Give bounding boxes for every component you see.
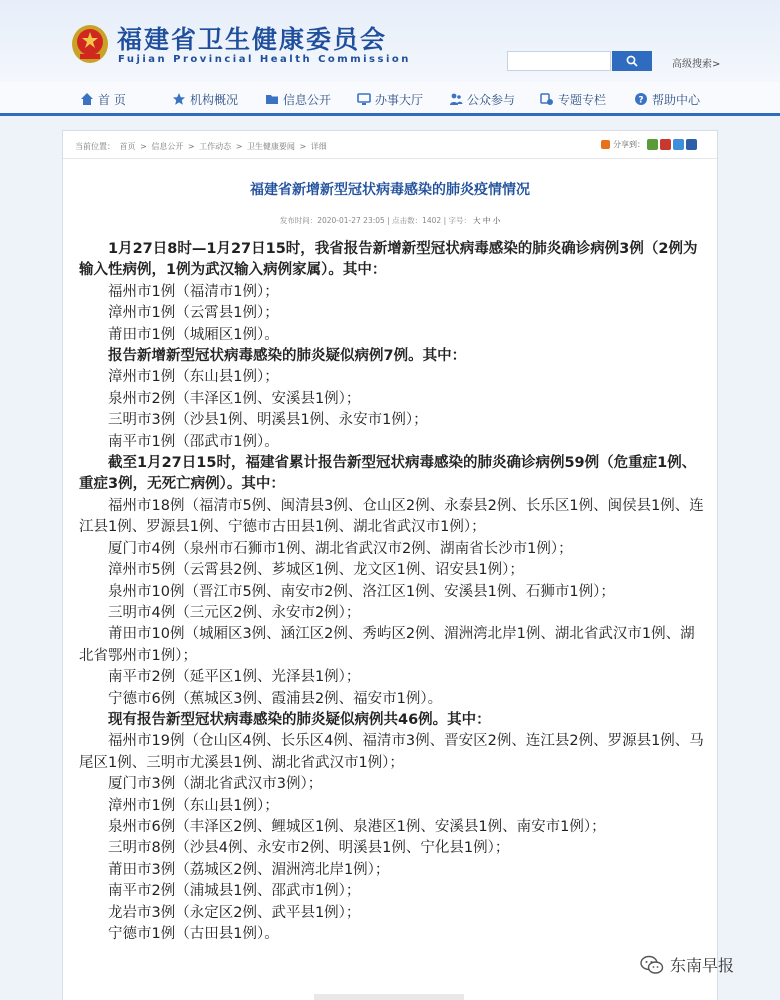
article-paragraph: 厦门市3例（湖北省武汉市3例）； [108,776,323,793]
article-paragraph-heading: 报告新增新型冠状病毒感染的肺炎疑似病例7例。其中： [108,348,467,365]
breadcrumb-home[interactable]: 首页 [119,142,136,151]
nav-item-label: 公众参与 [467,92,516,107]
search-icon [626,55,638,67]
article-paragraph: 漳州市1例（东山县1例）； [108,369,279,386]
share-label: 分享到： [613,140,645,149]
share-bar [599,139,697,150]
article-paragraph: 莆田市1例（城厢区1例）。 [108,326,279,343]
meta-clicks-label: 点击数： [392,216,423,225]
breadcrumb-separator: > [140,142,147,151]
nav-item-label: 首 页 [98,92,126,107]
watermark [640,953,734,976]
site-subtitle: Fujian Provincial Health Commission [118,54,411,65]
meta-time-label: 发布时间： [279,216,318,225]
share-weibo-icon[interactable] [660,139,671,150]
search-button[interactable] [612,51,652,71]
article-panel [62,130,718,1000]
article-paragraph: 三明市8例（沙县4例、永安市2例、明溪县1例、宁化县1例）； [108,840,510,857]
article-paragraph: 三明市4例（三元区2例、永安市2例）； [108,604,361,621]
plus-icon [601,140,610,149]
people-icon [449,92,463,106]
site-header [0,0,780,82]
article-paragraph: 泉州市6例（丰泽区2例、鲤城区1例、泉港区1例、安溪县1例、南安市1例）； [108,818,606,835]
article-paragraph: 三明市3例（沙县1例、明溪县1例、永安市1例）； [108,412,428,429]
share-tencent-icon[interactable] [673,139,684,150]
article-title: 福建省新增新型冠状病毒感染的肺炎疫情情况 [250,182,530,198]
article-paragraph: 漳州市1例（云霄县1例）； [108,305,279,322]
share-renren-icon[interactable] [686,139,697,150]
article-paragraph: 宁德市6例（蕉城区3例、霞浦县2例、福安市1例）。 [108,690,443,707]
meta-font-label: 字号： [448,216,472,225]
article-paragraph: 莆田市3例（荔城区2例、湄洲湾北岸1例）； [108,861,390,878]
nav-item-service[interactable] [357,90,423,108]
breadcrumb-separator: > [187,142,195,151]
breadcrumb-news[interactable]: 卫生健康要闻 [246,142,295,151]
monitor-icon [357,92,371,106]
folder-icon [265,92,279,106]
svg-text:?: ? [638,95,644,106]
article-paragraph: 南平市1例（邵武市1例）。 [108,433,279,450]
breadcrumb-work[interactable]: 工作动态 [199,142,232,151]
nav-item-label: 机构概况 [190,92,239,107]
nav-item-label: 信息公开 [283,92,332,107]
nav-item-public[interactable] [449,90,515,108]
main-nav [0,82,780,116]
breadcrumb-prefix: 当前位置： [75,142,115,151]
breadcrumb-bar [63,131,717,159]
breadcrumb-separator: > [235,142,243,151]
national-emblem-icon [70,20,110,64]
nav-item-info[interactable] [265,90,331,108]
article-paragraph: 泉州市10例（晋江市5例、南安市2例、洛江区1例、安溪县1例、石狮市1例）； [108,583,615,600]
home-icon [80,92,94,106]
article-paragraph: 泉州市2例（丰泽区1例、安溪县1例）； [108,390,361,407]
article-paragraph: 漳州市5例（云霄县2例、芗城区1例、龙文区1例、诏安县1例）； [108,562,524,579]
site-title: 福建省卫生健康委员会 [117,25,388,54]
article-paragraph: 福州市19例（仓山区4例、长乐区4例、福清市3例、晋安区2例、连江县2例、罗源县1例、马尾区1例、三明市尤溪县1例、湖北省武汉市1例）； [79,733,704,771]
article-paragraph: 福州市18例（福清市5例、闽清县3例、仓山区2例、永泰县2例、长乐区1例、闽侯县1例、连江县1例、罗源县1例、宁德市古田县1例、湖北省武汉市1例）； [79,497,704,536]
nav-item-help[interactable] [634,90,700,108]
topic-icon [540,92,554,106]
article-paragraph: 龙岩市3例（永定区2例、武平县1例）； [108,904,361,921]
meta-time: 2020-01-27 23:05 [317,216,385,225]
article-paragraph: 福州市1例（福清市1例）； [108,283,279,300]
search-input[interactable] [507,51,611,71]
star-icon [172,92,186,106]
nav-item-label: 办事大厅 [375,92,424,107]
article-body [79,239,705,945]
article-meta: 发布时间：2020-01-27 23:05 | 点击数：1402 | 字号： 大 中 小 [279,216,501,225]
article-paragraph-heading: 现有报告新型冠状病毒感染的肺炎疑似病例共46例。其中： [108,711,491,728]
help-icon [634,92,648,106]
article-paragraph: 漳州市1例（东山县1例）； [108,797,279,814]
meta-clicks: 1402 [422,216,442,225]
watermark-text: 东南早报 [670,956,735,975]
breadcrumb-info[interactable]: 信息公开 [151,142,184,151]
article-paragraph: 南平市2例（浦城县1例、邵武市1例）； [108,883,361,900]
advanced-search-link[interactable]: 高级搜索> [672,59,721,70]
nav-item-home[interactable] [80,90,126,108]
article-paragraph: 南平市2例（延平区1例、光泽县1例）； [108,669,361,686]
article-paragraph: 宁德市1例（古田县1例）。 [108,926,279,942]
nav-item-label: 专题专栏 [558,92,607,107]
article-paragraph-heading: 截至1月27日15时，福建省累计报告新型冠状病毒感染的肺炎确诊病例59例（危重症1例、重症3例，无死亡病例）。其中： [79,455,697,493]
article-paragraph: 厦门市4例（泉州市石狮市1例、湖北省武汉市2例、湖南省长沙市1例）； [108,540,573,557]
article-paragraph: 莆田市10例（城厢区3例、涵江区2例、秀屿区2例、湄洲湾北岸1例、湖北省武汉市1例、湖北省鄂州市1例）； [79,626,695,664]
wechat-icon [640,955,664,975]
nav-item-label: 帮助中心 [652,92,701,107]
breadcrumb-current: 详细 [310,142,327,151]
breadcrumb [75,141,329,152]
article-paragraph-heading: 1月27日8时—1月27日15时，我省报告新增新型冠状病毒感染的肺炎确诊病例3例（2例为输入性病例，1例为武汉输入病例家属）。其中： [79,241,698,279]
nav-item-topics[interactable] [540,90,606,108]
font-size-control[interactable]: 大 中 小 [473,216,501,225]
share-qzone-icon[interactable] [647,139,658,150]
breadcrumb-separator: > [299,142,307,151]
nav-item-about[interactable] [172,90,238,108]
bottom-bar [314,994,464,1000]
